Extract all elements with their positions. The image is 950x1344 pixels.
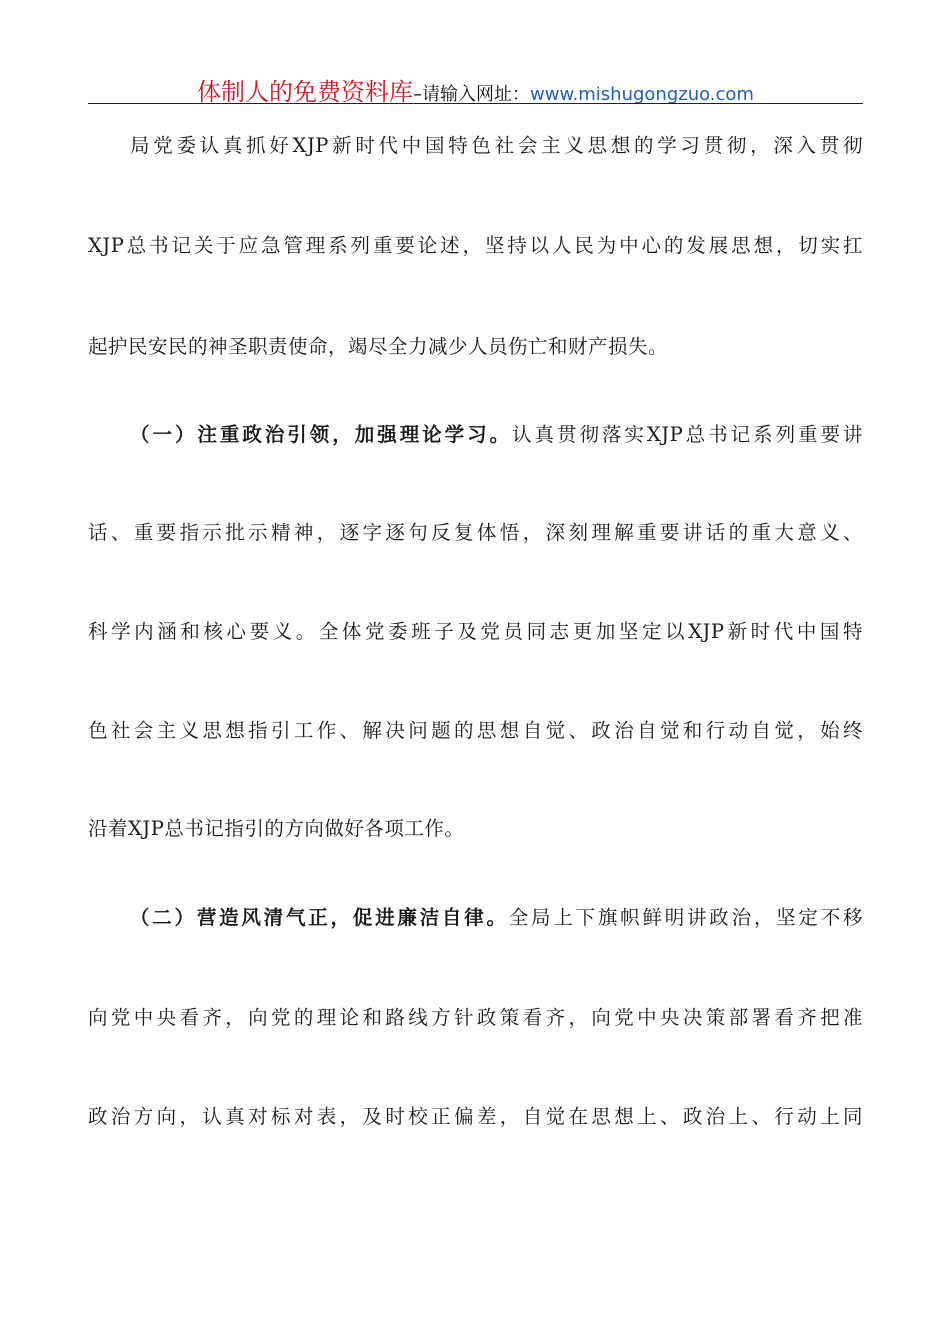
header-brand: 体制人的免费资料库 [197, 78, 414, 106]
paragraph-2-line-1-text: 认真贯彻落实XJP总书记系列重要讲 [512, 423, 863, 446]
paragraph-3-heading: （二）营造风清气正，促进廉洁自律。 [130, 906, 509, 929]
page-header [88, 72, 863, 104]
paragraph-3-line-1-text: 全局上下旗帜鲜明讲政治，坚定不移 [508, 906, 863, 929]
paragraph-2-heading: （一）注重政治引领，加强理论学习。 [130, 423, 513, 446]
paragraph-1-line-3: 起护民安民的神圣职责使命，竭尽全力减少人员伤亡和财产损失。 [88, 335, 669, 358]
paragraph-3-line-3: 政治方向，认真对标对表，及时校正偏差，自觉在思想上、政治上、行动上同 [88, 1105, 863, 1128]
paragraph-2-line-5: 沿着XJP总书记指引的方向做好各项工作。 [88, 817, 465, 840]
header-divider [88, 103, 863, 104]
paragraph-2-line-3: 科学内涵和核心要义。全体党委班子及党员同志更加坚定以XJP新时代中国特 [88, 620, 863, 643]
paragraph-1-line-2: XJP总书记关于应急管理系列重要论述，坚持以人民为中心的发展思想，切实扛 [88, 234, 863, 257]
header-separator: –请输入网址： [413, 84, 531, 105]
paragraph-2-line-4: 色社会主义思想指引工作、解决问题的思想自觉、政治自觉和行动自觉，始终 [88, 719, 863, 742]
paragraph-1-line-1: 局党委认真抓好XJP新时代中国特色社会主义思想的学习贯彻，深入贯彻 [130, 134, 863, 157]
paragraph-2-line-1 [130, 419, 863, 451]
header-url-link[interactable]: www.mishugongzuo.com [530, 84, 754, 105]
paragraph-3-line-2: 向党中央看齐，向党的理论和路线方针政策看齐，向党中央决策部署看齐把准 [88, 1006, 863, 1029]
paragraph-3-line-1 [130, 902, 863, 934]
paragraph-2-line-2: 话、重要指示批示精神，逐字逐句反复体悟，深刻理解重要讲话的重大意义、 [88, 521, 863, 544]
